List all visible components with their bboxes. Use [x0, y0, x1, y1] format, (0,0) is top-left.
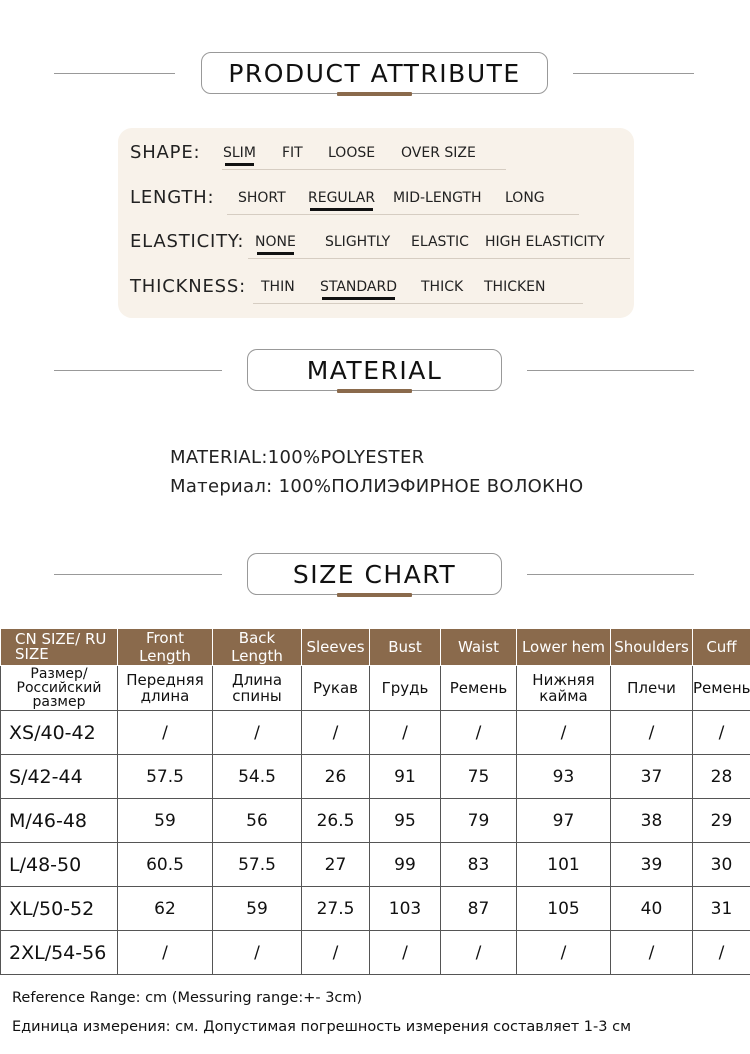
- table-cell: 91: [370, 755, 441, 799]
- table-header-cell: Waist: [441, 629, 517, 666]
- attribute-label: SHAPE:: [130, 142, 201, 163]
- attribute-label: LENGTH:: [130, 187, 215, 208]
- table-cell: 39: [611, 843, 693, 887]
- table-cell: Плечи: [611, 666, 693, 711]
- table-cell: 87: [441, 887, 517, 931]
- attribute-label: ELASTICITY:: [130, 231, 245, 252]
- table-cell: 56: [213, 799, 302, 843]
- table-header-cell: Front Length: [118, 629, 213, 666]
- table-cell: 26: [302, 755, 370, 799]
- table-cell-size: XL/50-52: [1, 887, 118, 931]
- attribute-option: LOOSE: [328, 145, 376, 161]
- table-cell: /: [302, 931, 370, 975]
- table-cell-size: S/42-44: [1, 755, 118, 799]
- divider-line: [54, 574, 222, 575]
- table-header-cell: Back Length: [213, 629, 302, 666]
- table-cell: 59: [213, 887, 302, 931]
- attribute-label: THICKNESS:: [130, 276, 246, 297]
- table-cell: 79: [441, 799, 517, 843]
- table-cell: 27: [302, 843, 370, 887]
- table-cell: 27.5: [302, 887, 370, 931]
- attribute-option: SHORT: [238, 190, 286, 206]
- table-cell: Рукав: [302, 666, 370, 711]
- table-cell: 99: [370, 843, 441, 887]
- table-header-row: [1, 629, 750, 666]
- table-cell: /: [370, 931, 441, 975]
- attribute-option: SLIGHTLY: [325, 234, 391, 250]
- section-title-attribute: [201, 52, 548, 94]
- attribute-option: THICK: [421, 279, 464, 295]
- material-text-en: MATERIAL:100%POLYESTER: [170, 447, 425, 468]
- table-row: [1, 843, 750, 887]
- size-chart-table: [0, 628, 750, 975]
- reference-note-en: Reference Range: cm (Messuring range:+- 3cm): [12, 990, 363, 1006]
- table-cell: 105: [517, 887, 611, 931]
- table-header-cell: Bust: [370, 629, 441, 666]
- table-header-cell: Sleeves: [302, 629, 370, 666]
- section-title-size-chart: [247, 553, 502, 595]
- attribute-options: [227, 190, 579, 215]
- table-cell: 31: [693, 887, 750, 931]
- table-cell: 62: [118, 887, 213, 931]
- table-cell: 57.5: [213, 843, 302, 887]
- section-title-text: MATERIAL: [306, 355, 443, 385]
- table-row: [1, 711, 750, 755]
- table-header-cell: Cuff: [693, 629, 750, 666]
- table-cell-size: XS/40-42: [1, 711, 118, 755]
- table-cell-size: L/48-50: [1, 843, 118, 887]
- table-cell: /: [693, 711, 750, 755]
- table-cell: 83: [441, 843, 517, 887]
- table-cell: /: [118, 931, 213, 975]
- table-cell: Размер/ Российский размер: [1, 666, 118, 711]
- table-cell: /: [118, 711, 213, 755]
- title-underline: [337, 593, 412, 597]
- table-cell: Передняя длина: [118, 666, 213, 711]
- attribute-option: FIT: [282, 145, 303, 161]
- table-cell: /: [441, 931, 517, 975]
- table-cell: Ремень: [693, 666, 750, 711]
- table-cell: 40: [611, 887, 693, 931]
- table-row: [1, 887, 750, 931]
- material-text-ru: Материал: 100%ПОЛИЭФИРНОЕ ВОЛОКНО: [170, 476, 584, 497]
- attribute-options: [222, 145, 506, 170]
- attribute-option: THICKEN: [484, 279, 546, 295]
- section-title-material: [247, 349, 502, 391]
- table-cell: Грудь: [370, 666, 441, 711]
- title-underline: [337, 92, 412, 96]
- table-header-cell: Shoulders: [611, 629, 693, 666]
- attribute-option: THIN: [261, 279, 295, 295]
- table-cell: 38: [611, 799, 693, 843]
- table-row: [1, 799, 750, 843]
- table-cell: /: [517, 931, 611, 975]
- attribute-option: ELASTIC: [411, 234, 469, 250]
- table-cell: /: [370, 711, 441, 755]
- table-cell: 103: [370, 887, 441, 931]
- table-cell: /: [517, 711, 611, 755]
- table-cell: Нижняя кайма: [517, 666, 611, 711]
- attribute-option: MID-LENGTH: [393, 190, 482, 206]
- table-header-cell: CN SIZE/ RU SIZE: [1, 629, 118, 666]
- table-cell: Ремень: [441, 666, 517, 711]
- attribute-options: [248, 234, 630, 259]
- table-header-cell: Lower hem: [517, 629, 611, 666]
- table-cell: /: [213, 711, 302, 755]
- table-cell: 57.5: [118, 755, 213, 799]
- table-cell: /: [611, 711, 693, 755]
- table-cell: 29: [693, 799, 750, 843]
- attribute-option-selected: STANDARD: [320, 279, 398, 295]
- table-cell: /: [213, 931, 302, 975]
- table-cell: 75: [441, 755, 517, 799]
- table-cell: /: [693, 931, 750, 975]
- table-cell: 97: [517, 799, 611, 843]
- table-cell: 60.5: [118, 843, 213, 887]
- table-cell: 26.5: [302, 799, 370, 843]
- attribute-option: LONG: [505, 190, 545, 206]
- table-cell: 59: [118, 799, 213, 843]
- table-header-ru-row: [1, 666, 750, 711]
- table-cell: /: [302, 711, 370, 755]
- divider-line: [54, 73, 175, 74]
- table-cell-size: M/46-48: [1, 799, 118, 843]
- table-row: [1, 755, 750, 799]
- attribute-option-selected: NONE: [255, 234, 296, 250]
- attribute-option: HIGH ELASTICITY: [485, 234, 605, 250]
- table-cell: 101: [517, 843, 611, 887]
- divider-line: [54, 370, 222, 371]
- attribute-options: [253, 279, 583, 304]
- table-cell: 95: [370, 799, 441, 843]
- title-underline: [337, 389, 412, 393]
- table-cell: 30: [693, 843, 750, 887]
- table-cell: 28: [693, 755, 750, 799]
- divider-line: [573, 73, 694, 74]
- attribute-option: OVER SIZE: [401, 145, 476, 161]
- table-cell: 54.5: [213, 755, 302, 799]
- table-cell: /: [611, 931, 693, 975]
- table-cell: 93: [517, 755, 611, 799]
- section-title-text: SIZE CHART: [292, 559, 457, 589]
- attribute-option-selected: REGULAR: [308, 190, 376, 206]
- table-row: [1, 931, 750, 975]
- divider-line: [527, 370, 694, 371]
- reference-note-ru: Единица измерения: см. Допустимая погрешность измерения составляет 1-3 см: [12, 1019, 632, 1035]
- table-cell: 37: [611, 755, 693, 799]
- table-cell: Длина спины: [213, 666, 302, 711]
- attribute-option-selected: SLIM: [223, 145, 256, 161]
- section-title-text: PRODUCT ATTRIBUTE: [228, 58, 521, 88]
- divider-line: [527, 574, 694, 575]
- table-cell-size: 2XL/54-56: [1, 931, 118, 975]
- table-cell: /: [441, 711, 517, 755]
- attribute-panel: [118, 128, 634, 318]
